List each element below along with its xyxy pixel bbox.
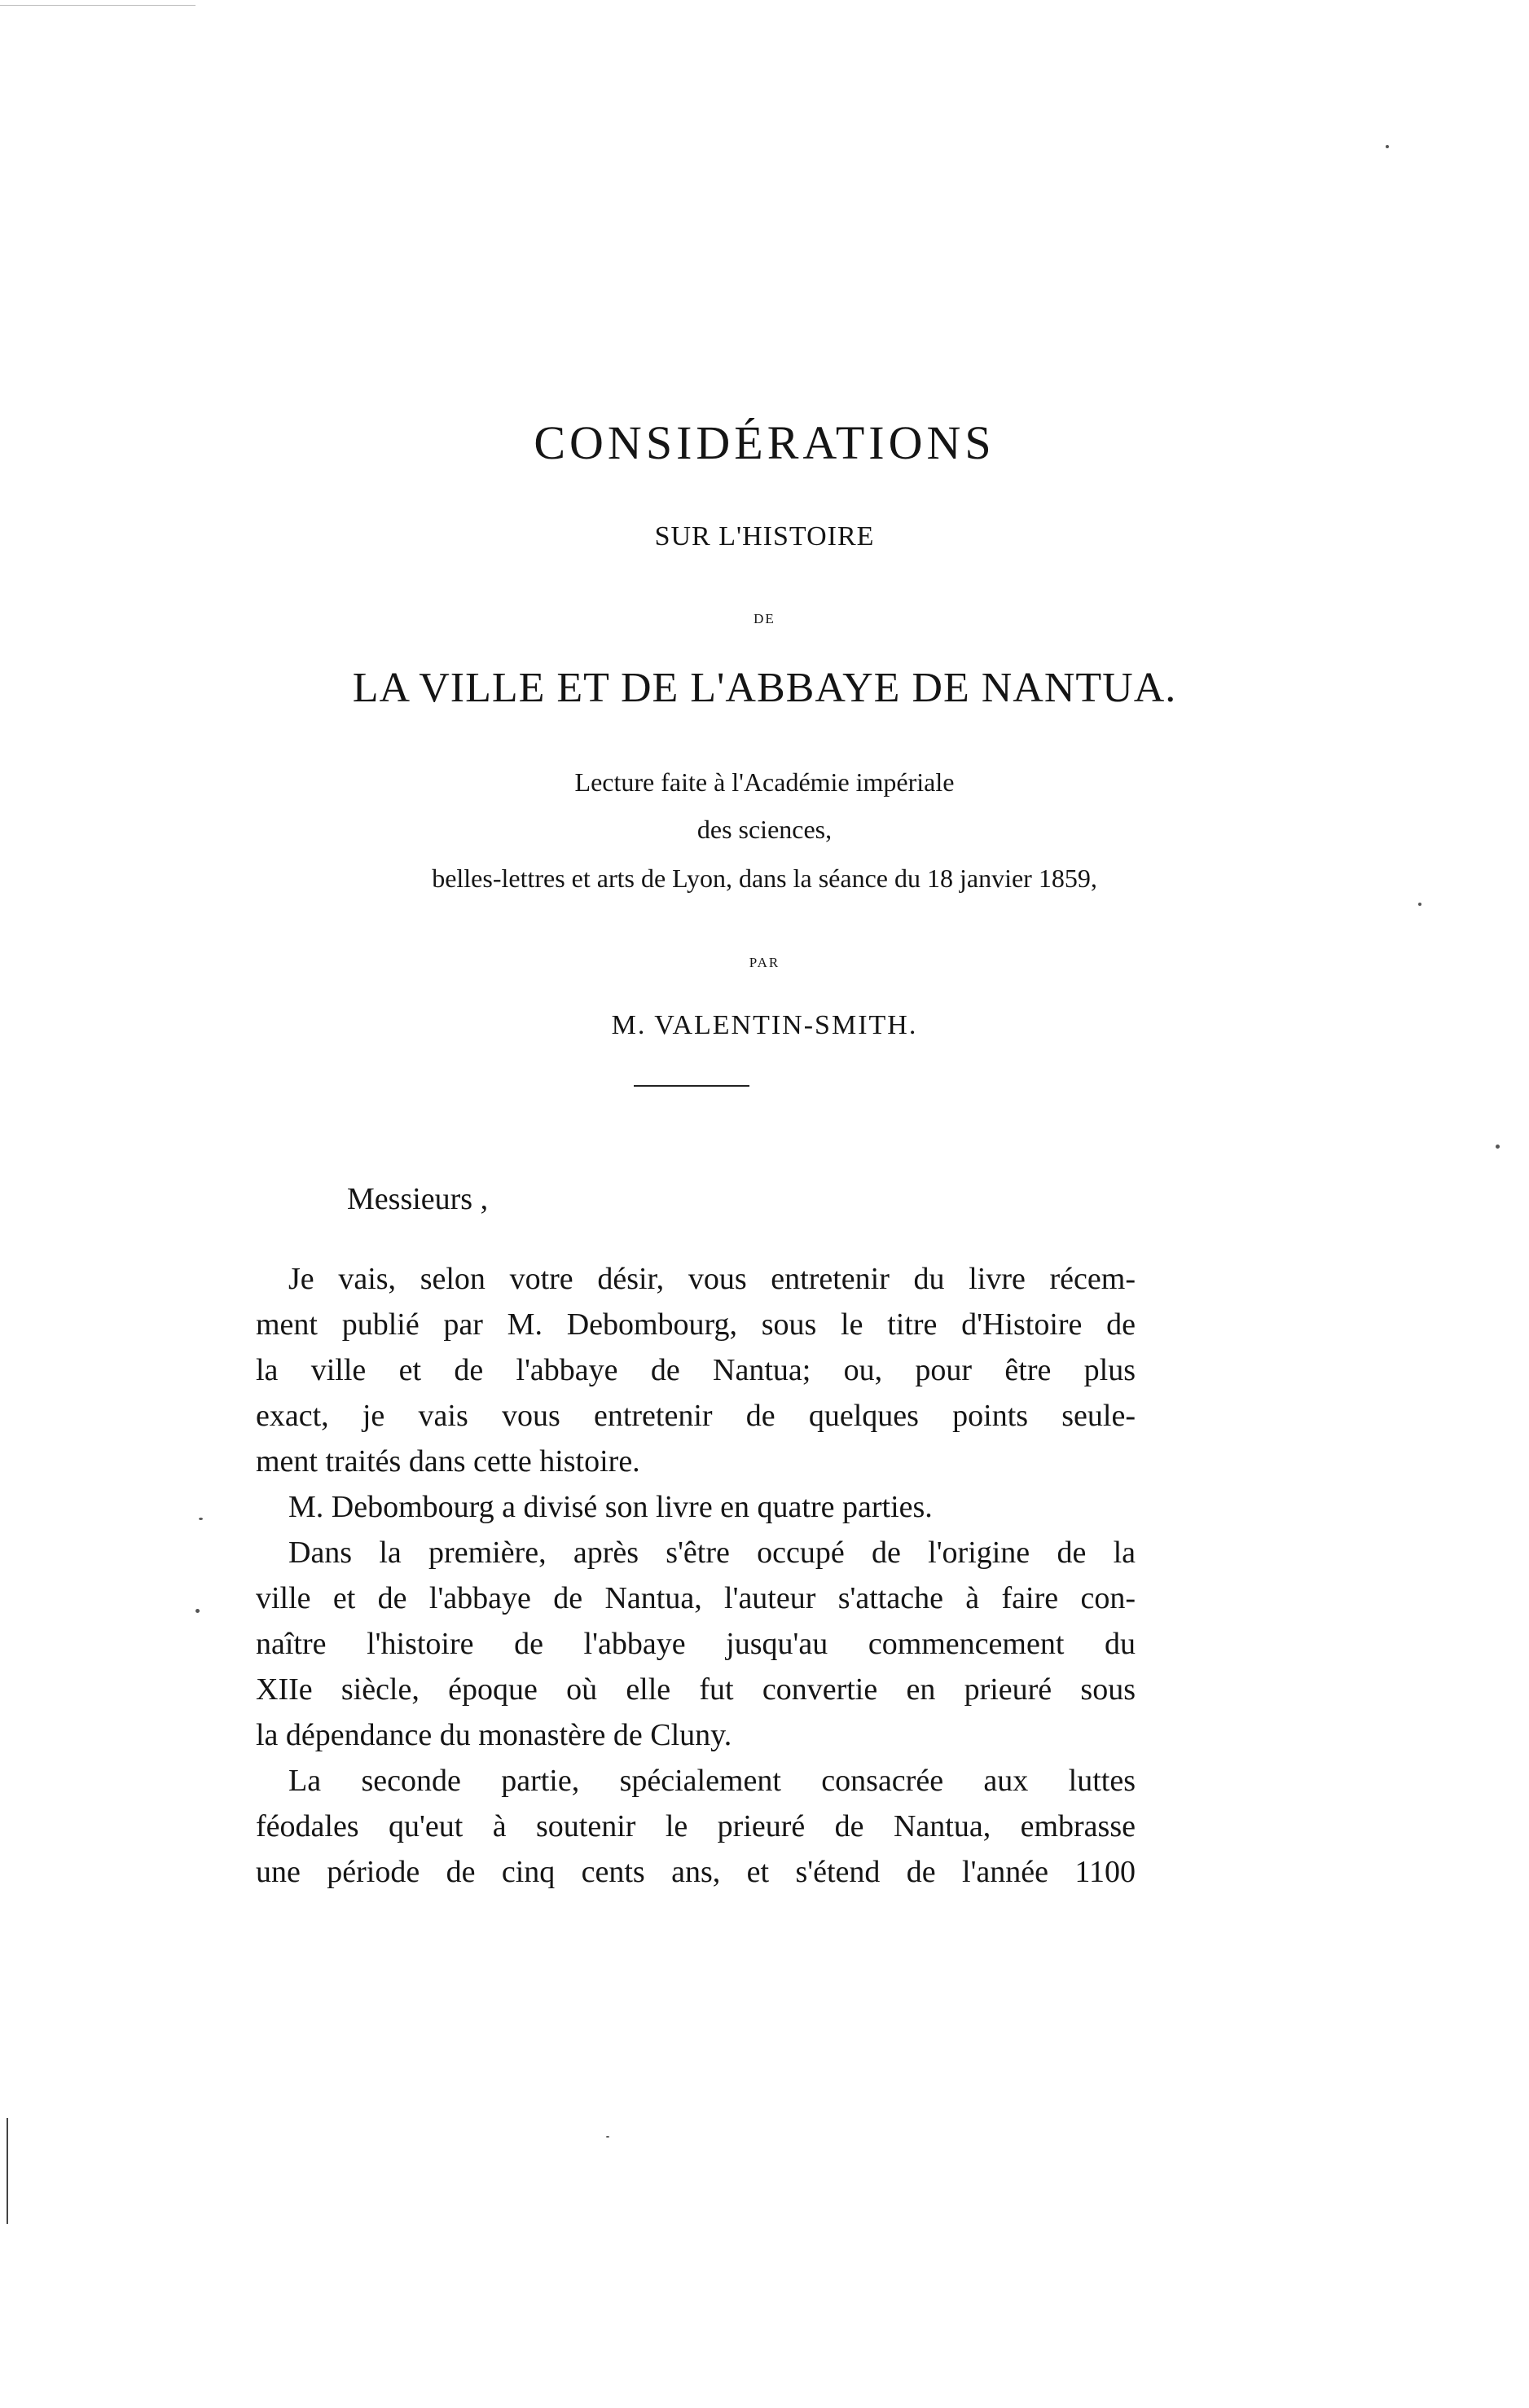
body-line: M. Debombourg a divisé son livre en quatre parties. xyxy=(288,1490,933,1524)
body-line: XIIe siècle, époque où elle fut convertie en prieuré sous xyxy=(256,1672,1136,1707)
body-line: ville et de l'abbaye de Nantua, l'auteur s'attache à faire con- xyxy=(256,1581,1136,1615)
author-name: M. VALENTIN-SMITH. xyxy=(611,1010,918,1040)
page-title: CONSIDÉRATIONS xyxy=(534,416,995,469)
body-line: la ville et de l'abbaye de Nantua; ou, pour être plus xyxy=(256,1353,1136,1387)
body-line: ment traités dans cette histoire. xyxy=(256,1444,640,1479)
body-line: ment publié par M. Debombourg, sous le titre d'Histoire de xyxy=(256,1307,1136,1342)
subtitle-line-1: SUR L'HISTOIRE xyxy=(654,521,875,551)
scan-edge-mark xyxy=(7,2118,8,2224)
reading-note-line-1: Lecture faite à l'Académie impériale xyxy=(574,767,955,797)
body-line: exact, je vais vous entretenir de quelques points seule- xyxy=(256,1399,1136,1433)
body-line: une période de cinq cents ans, et s'étend de l'année 1100 xyxy=(256,1855,1136,1889)
scan-speck xyxy=(199,1518,203,1520)
scan-speck xyxy=(1496,1145,1500,1149)
scan-speck xyxy=(1386,145,1389,148)
body-line: naître l'histoire de l'abbaye jusqu'au commencement du xyxy=(256,1627,1136,1661)
par-label: PAR xyxy=(749,955,780,970)
title-divider xyxy=(634,1085,749,1087)
scan-speck xyxy=(1418,903,1421,906)
scan-speck xyxy=(606,2136,609,2138)
subtitle-connector: DE xyxy=(754,611,775,626)
salutation: Messieurs , xyxy=(347,1182,489,1216)
reading-note-line-3: belles-lettres et arts de Lyon, dans la séance du 18 janvier 1859, xyxy=(432,863,1097,893)
body-line: Dans la première, après s'être occupé de l'origine de la xyxy=(288,1536,1136,1570)
reading-note-line-2: des sciences, xyxy=(696,815,833,844)
body-line: la dépendance du monastère de Cluny. xyxy=(256,1718,732,1752)
body-line: Je vais, selon votre désir, vous entretenir du livre récem- xyxy=(288,1262,1136,1296)
body-line: féodales qu'eut à soutenir le prieuré de Nantua, embrasse xyxy=(256,1809,1136,1843)
subtitle-line-2: LA VILLE ET DE L'ABBAYE DE NANTUA. xyxy=(352,665,1177,711)
scan-edge-mark xyxy=(0,5,196,6)
scan-speck xyxy=(196,1609,200,1613)
body-line: La seconde partie, spécialement consacrée aux luttes xyxy=(288,1764,1136,1798)
